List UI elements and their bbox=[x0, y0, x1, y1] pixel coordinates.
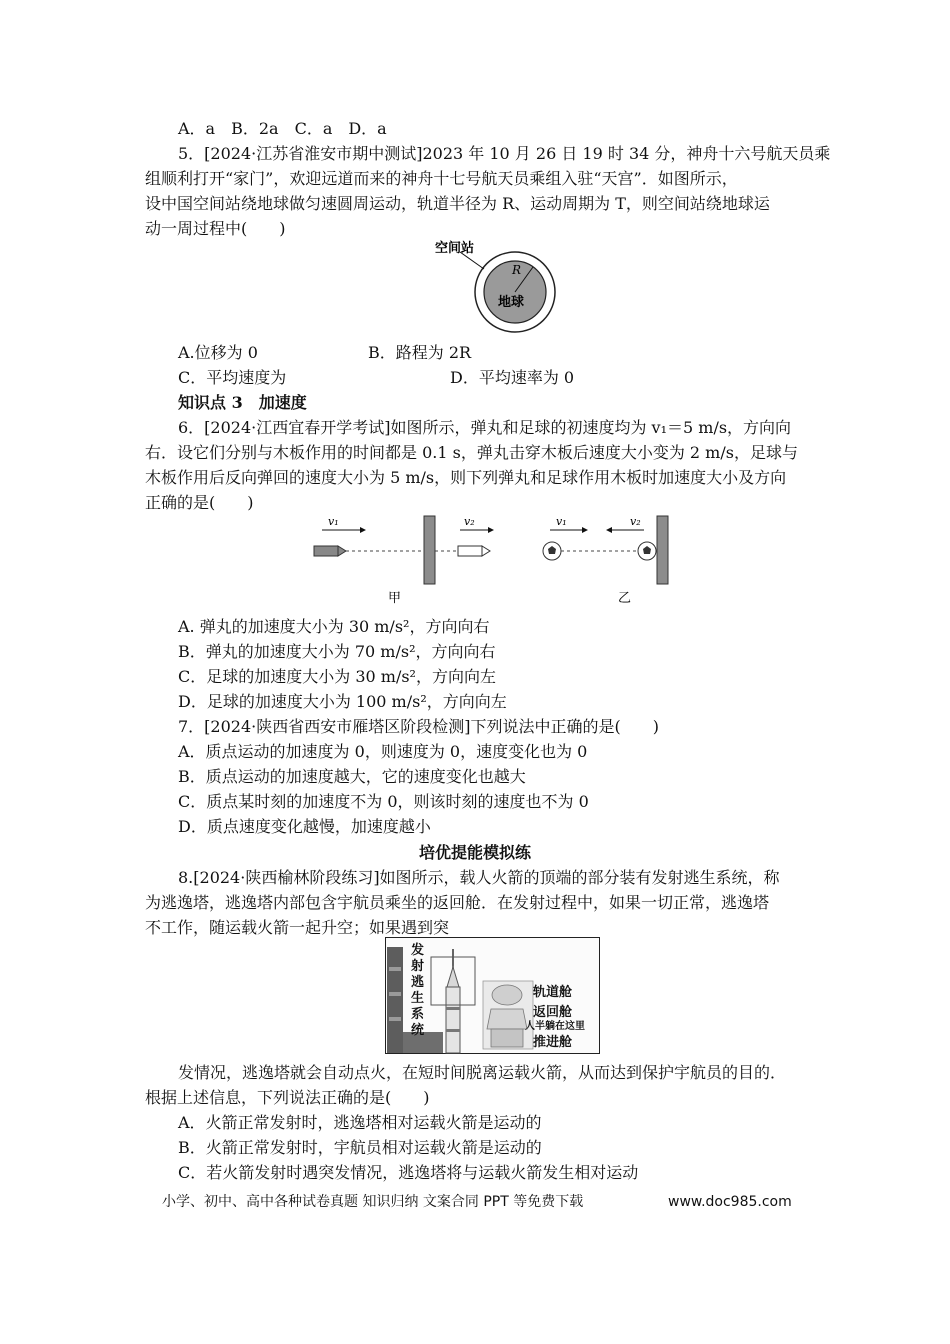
radius-label: R bbox=[512, 263, 522, 277]
vertical-label-char-3: 逃 bbox=[411, 975, 425, 990]
football-v1-label: v₁ bbox=[556, 515, 567, 528]
launch-tower bbox=[387, 947, 403, 1053]
q8-stem-line-4: 发情况，逃逸塔就会自动点火，在短时间脱离运载火箭，从而达到保护宇航员的目的． bbox=[178, 1063, 787, 1082]
q5-stem-line-3: 设中国空间站绕地球做匀速圆周运动，轨道半径为 R、运动周期为 T，则空间站绕地球运 bbox=[145, 194, 770, 213]
football-v2-label: v₂ bbox=[630, 515, 641, 528]
footer-url[interactable]: www.doc985.com bbox=[668, 1194, 792, 1210]
q8-option-c: C．若火箭发射时遇突发情况，逃逸塔将与运载火箭发生相对运动 bbox=[178, 1163, 639, 1182]
q6-option-a: A. 弹丸的加速度大小为 30 m/s²，方向向右 bbox=[178, 617, 490, 636]
q5-option-a: A.位移为 0 bbox=[178, 343, 258, 362]
space-station-orbit-figure bbox=[430, 236, 570, 336]
bullet-after bbox=[458, 546, 482, 556]
q7-option-a: A．质点运动的加速度为 0，则速度为 0，速度变化也为 0 bbox=[178, 742, 588, 761]
bullet-v2-label: v₂ bbox=[464, 515, 475, 528]
q5-stem-line-1: 5．[2024·江苏省淮安市期中测试]2023 年 10 月 26 日 19 时 34 分，神舟十六号航天员乘 bbox=[178, 144, 831, 163]
q8-stem-line-3: 不工作，随运载火箭一起升空；如果遇到突 bbox=[145, 918, 450, 937]
q8-option-a: A．火箭正常发射时，逃逸塔相对运载火箭是运动的 bbox=[178, 1113, 542, 1132]
rocket-escape-tower-figure bbox=[385, 937, 600, 1054]
station-label: 空间站 bbox=[435, 241, 475, 256]
label-return-capsule: 返回舱 bbox=[533, 1005, 573, 1020]
q6-option-c: C．足球的加速度大小为 30 m/s²，方向向左 bbox=[178, 667, 496, 686]
q8-stem-line-2: 为逃逸塔，逃逸塔内部包含宇航员乘坐的返回舱．在发射过程中，如果一切正常，逃逸塔 bbox=[145, 893, 770, 912]
bullet-football-figure bbox=[300, 510, 700, 610]
figure-label-jia: 甲 bbox=[388, 591, 402, 606]
label-propulsion-module: 推进舱 bbox=[533, 1035, 573, 1050]
rocket-body bbox=[446, 987, 460, 1053]
q7-stem: 7．[2024·陕西省西安市雁塔区阶段检测]下列说法中正确的是( ) bbox=[178, 717, 659, 736]
wooden-board-left bbox=[424, 516, 435, 584]
q4-options: A．a B．2a C．a D．a bbox=[178, 119, 387, 138]
bullet-before bbox=[314, 546, 338, 556]
q8-stem-line-5: 根据上述信息，下列说法正确的是( ) bbox=[145, 1088, 430, 1107]
q5-option-c: C．平均速度为 bbox=[178, 368, 287, 387]
q8-stem-line-1: 8.[2024·陕西榆林阶段练习]如图所示，载人火箭的顶端的部分装有发射逃生系统，称 bbox=[178, 868, 780, 887]
q5-stem-line-4: 动一周过程中( ) bbox=[145, 219, 286, 238]
q6-option-d: D．足球的加速度大小为 100 m/s²，方向向左 bbox=[178, 692, 507, 711]
label-orbital-module: 轨道舱 bbox=[533, 985, 573, 1000]
section-title-practice: 培优提能模拟练 bbox=[418, 843, 531, 862]
label-person-reclining: 人半躺在这里 bbox=[525, 1021, 585, 1032]
q5-option-b: B．路程为 2R bbox=[368, 343, 472, 362]
q6-stem-line-3: 木板作用后反向弹回的速度大小为 5 m/s，则下列弹丸和足球作用木板时加速度大小及方向 bbox=[145, 468, 787, 487]
figure-label-yi: 乙 bbox=[618, 591, 632, 606]
q5-stem-line-2: 组顺利打开“家门”，欢迎远道而来的神舟十七号航天员乘组入驻“天宫”．如图所示， bbox=[145, 169, 738, 188]
q7-option-b: B．质点运动的加速度越大，它的速度变化也越大 bbox=[178, 767, 526, 786]
vertical-label-char-1: 发 bbox=[411, 943, 425, 958]
vertical-label-char-6: 统 bbox=[411, 1023, 425, 1038]
q6-stem-line-4: 正确的是( ) bbox=[145, 493, 254, 512]
footer-text: 小学、初中、高中各种试卷真题 知识归纳 文案合同 PPT 等免费下载 bbox=[162, 1194, 584, 1210]
q6-stem-line-1: 6．[2024·江西宜春开学考试]如图所示，弹丸和足球的初速度均为 v₁＝5 m/s，方向向 bbox=[178, 418, 792, 437]
q6-option-b: B．弹丸的加速度大小为 70 m/s²，方向向右 bbox=[178, 642, 496, 661]
q7-option-d: D．质点速度变化越慢，加速度越小 bbox=[178, 817, 431, 836]
q5-option-d: D．平均速率为 0 bbox=[450, 368, 575, 387]
vertical-label-char-4: 生 bbox=[411, 991, 425, 1006]
bullet-v1-label: v₁ bbox=[328, 515, 339, 528]
q7-option-c: C．质点某时刻的加速度不为 0，则该时刻的速度也不为 0 bbox=[178, 792, 589, 811]
q6-stem-line-2: 右．设它们分别与木板作用的时间都是 0.1 s，弹丸击穿木板后速度大小变为 2 m/s，足球与 bbox=[145, 443, 798, 462]
wooden-board-right bbox=[657, 516, 668, 584]
vertical-label-char-2: 射 bbox=[411, 959, 425, 974]
section-heading-acceleration: 知识点 3 加速度 bbox=[178, 393, 307, 412]
vertical-label-char-5: 系 bbox=[411, 1007, 425, 1022]
q8-option-b: B．火箭正常发射时，宇航员相对运载火箭是运动的 bbox=[178, 1138, 542, 1157]
earth-label: 地球 bbox=[498, 295, 525, 310]
